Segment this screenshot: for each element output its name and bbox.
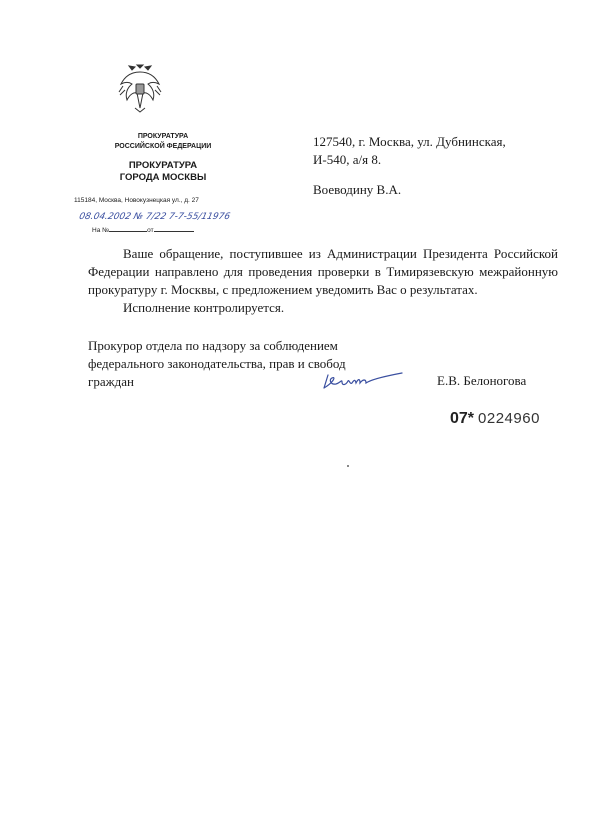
signatory-title-line1: Прокурор отдела по надзору за соблюдением: [88, 338, 338, 353]
letter-body: [88, 245, 558, 317]
document-number-value: 0224960: [478, 410, 540, 427]
handwritten-reference-number: [76, 204, 288, 226]
office-address: 115184, Москва, Новокузнецкая ул., д. 27: [74, 197, 199, 204]
document-number: [450, 410, 540, 428]
org-name-line2: РОССИЙСКОЙ ФЕДЕРАЦИИ: [114, 143, 212, 150]
recipient-name: Воеводину В.А.: [313, 182, 402, 197]
recipient-address-line1: 127540, г. Москва, ул. Дубнинская,: [313, 134, 506, 149]
document-number-prefix: 07*: [450, 410, 475, 427]
handwritten-signature-icon: [320, 370, 410, 390]
ot-label: от: [147, 227, 154, 234]
org-name-line1: ПРОКУРАТУРА: [137, 133, 189, 140]
body-paragraph-2: Исполнение контролируется.: [123, 300, 285, 315]
ot-blank: [154, 225, 194, 232]
na-label: На №: [92, 227, 110, 234]
na-blank: [109, 225, 147, 232]
handwritten-reference-text: 08.04.2002 № 7/22 7-7-55/11976: [78, 212, 231, 222]
recipient-address-line2: И-540, а/я 8.: [313, 152, 382, 167]
body-paragraph-1: Ваше обращение, поступившее из Администрации Президента Российской Федерации направлено для проведения проверки в Тимирязевскую межрайонную прокуратуру г. Москвы, с предложением уведомить Вас о результатах.: [88, 246, 558, 297]
signatory-title: [88, 337, 346, 391]
office-name-line2: ГОРОДА МОСКВЫ: [119, 172, 207, 183]
office-name-line1: ПРОКУРАТУРА: [128, 160, 198, 171]
scan-speck: [347, 465, 349, 467]
signer-name: Е.В. Белоногова: [437, 373, 527, 388]
signatory-title-line2: федерального законодательства, прав и свобод: [88, 356, 346, 371]
coat-of-arms-icon: [117, 62, 163, 114]
signatory-title-line3: граждан: [88, 374, 134, 389]
reference-line: [92, 225, 194, 234]
